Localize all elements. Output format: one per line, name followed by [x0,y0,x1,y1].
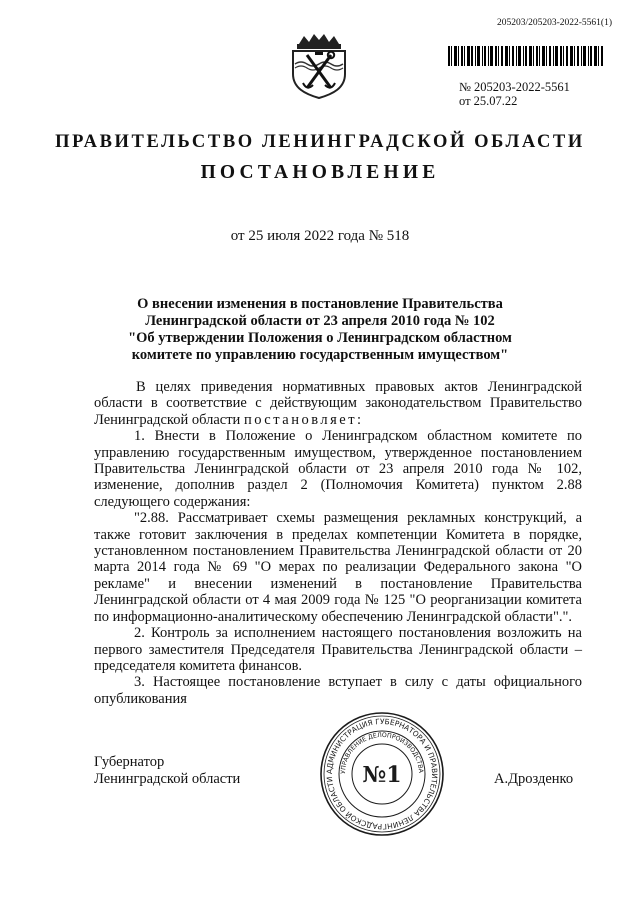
registration-date: от 25.07.22 [459,94,518,108]
registration-block [459,80,570,108]
subject-line: О внесении изменения в постановление Правительства [137,296,503,312]
item-1-paragraph: 1. Внести в Положение о Ленинградском областном комитете по управлению государственным имуществом, утвержденное постановлением Правительства Ленинградской области от 23 апреля 2010 года № 102, изменение, дополнив раздел 2 (Полномочия Комитета) пунктом 2.88 следующего содержания: [94,428,582,510]
top-reference: 205203/205203-2022-5561(1) [496,18,612,28]
document-type: ПОСТАНОВЛЕНИЕ [200,162,440,183]
authority-title: ПРАВИТЕЛЬСТВО ЛЕНИНГРАДСКОЙ ОБЛАСТИ [55,132,585,152]
signatory-title-line: Губернатор [94,754,165,770]
document-date-number: от 25 июля 2022 года № 518 [230,228,410,244]
coat-of-arms-emblem [287,30,351,100]
subject-line: комитете по управлению государственным имуществом" [131,347,509,363]
signatory-name: А.Дрозденко [494,771,574,787]
registration-number: № 205203-2022-5561 [459,80,570,94]
seal-inner-text: УПРАВЛЕНИЕ ДЕЛОПРОИЗВОДСТВА [339,731,425,775]
item-3-paragraph: 3. Настоящее постановление вступает в силу с даты официального опубликования [94,674,582,707]
decree-word: постановляет [243,411,358,428]
official-seal-stamp [318,710,446,838]
seal-ring-text: АДМИНИСТРАЦИЯ ГУБЕРНАТОРА И ПРАВИТЕЛЬСТВА ЛЕНИНГРАДСКОЙ ОБЛАСТИ [324,716,440,832]
signatory-title [94,754,240,788]
preamble-colon: : [357,411,362,428]
item-1-quote-paragraph: "2.88. Рассматривает схемы размещения рекламных конструкций, а также готовит заключения в пределах компетенции Комитета в порядке, установленном постановлением Правительства Ленинградской области от 20 марта 2014 года № 69 "О мерах по реализации Федерального закона "О рекламе" и внесении изменений в постановление Правительства Ленинградской области от 4 мая 2009 года № 125 "О реорганизации комитета по информационно-аналитическому обеспечению Ленинградской области".". [94,510,582,625]
subject-line: Ленинградской области от 23 апреля 2010 года № 102 [145,313,495,329]
subject-line: "Об утверждении Положения о Ленинградском областном [128,330,512,346]
seal-number: №1 [362,762,402,788]
document-body [94,379,582,707]
preamble-text: В целях приведения нормативных правовых актов Ленинградской области в соответствие с действующим законодательством Правительство Ленинградской области [94,379,582,428]
document-subject [96,296,544,364]
signatory-title-line: Ленинградской области [94,771,241,787]
preamble-paragraph [94,379,582,428]
barcode [448,46,604,66]
item-2-paragraph: 2. Контроль за исполнением настоящего постановления возложить на первого заместителя Председателя Правительства Ленинградской области – председателя комитета финансов. [94,625,582,674]
